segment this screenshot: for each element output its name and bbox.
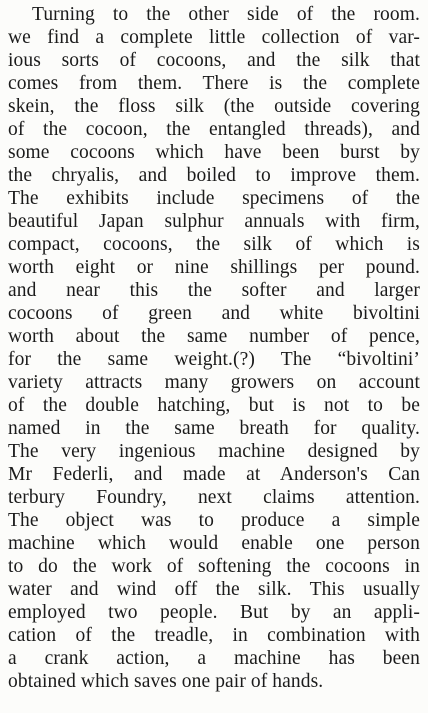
text-line: ious sorts of cocoons, and the silk that [8, 50, 420, 71]
text-line: a crank action, a machine has been [8, 648, 420, 669]
text-line: The very ingenious machine designed by [8, 441, 420, 462]
text-line: obtained which saves one pair of hands. [8, 671, 324, 692]
text-line: worth about the same number of pence, [8, 326, 420, 347]
text-line: Mr Federli, and made at Anderson's Can [8, 464, 420, 485]
text-line: worth eight or nine shillings per pound. [8, 257, 420, 278]
text-line: for the same weight.(?) The “bivoltini’ [8, 349, 420, 370]
text-line: The exhibits include specimens of the [8, 188, 420, 209]
text-line: compact, cocoons, the silk of which is [8, 234, 420, 255]
text-line: we find a complete little collection of var- [8, 27, 420, 48]
text-line: of the double hatching, but is not to be [8, 395, 420, 416]
text-line: terbury Foundry, next claims attention. [8, 487, 420, 508]
text-line: beautiful Japan sulphur annuals with firm, [8, 211, 420, 232]
text-line: the chryalis, and boiled to improve them. [8, 165, 420, 186]
text-line: of the cocoon, the entangled threads), and [8, 119, 420, 140]
text-line: variety attracts many growers on account [8, 372, 420, 393]
text-line: to do the work of softening the cocoons in [8, 556, 420, 577]
text-line: water and wind off the silk. This usually [8, 579, 420, 600]
text-line: employed two people. But by an appli- [8, 602, 420, 623]
text-line: comes from them. There is the complete [8, 73, 420, 94]
text-line: Turning to the other side of the room. [32, 4, 420, 25]
text-line: cocoons of green and white bivoltini [8, 303, 420, 324]
text-line: and near this the softer and larger [8, 280, 420, 301]
text-line: machine which would enable one person [8, 533, 420, 554]
text-line: named in the same breath for quality. [8, 418, 420, 439]
text-line: skein, the floss silk (the outside covering [8, 96, 420, 117]
text-line: cation of the treadle, in combination with [8, 625, 420, 646]
text-line: The object was to produce a simple [8, 510, 420, 531]
text-line: some cocoons which have been burst by [8, 142, 420, 163]
